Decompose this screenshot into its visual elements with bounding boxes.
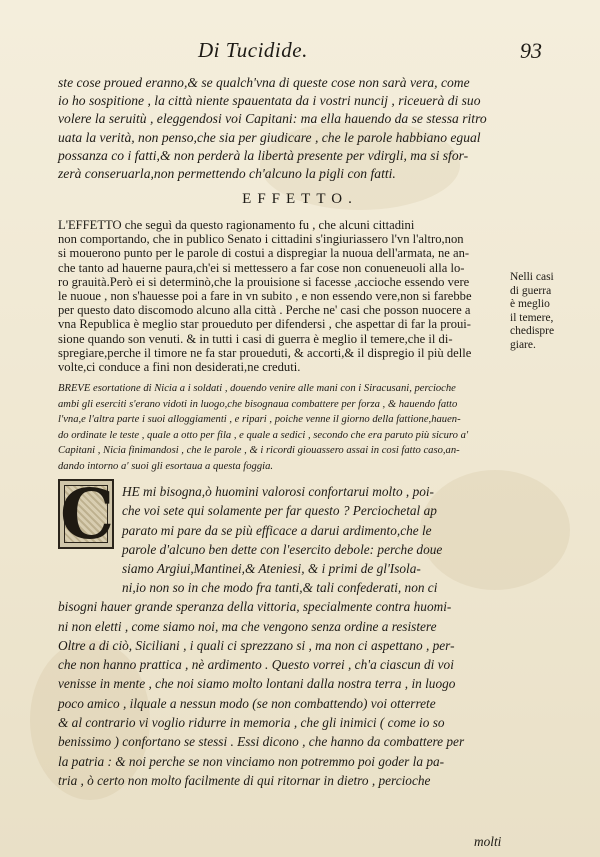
- text-line: siamo Argiui,Mantinei,& Ateniesi, & i primi de gl'Isola-: [122, 561, 421, 577]
- text-line: do ordinate le teste , quale a otto per fila , e quale a sedici , secondo che era paruto più sicuro a': [58, 429, 469, 441]
- intro-paragraph: [58, 74, 487, 183]
- text-line: parato mi pare da se più efficace a darui ardimento,che le: [122, 522, 432, 538]
- text-line: bisogni hauer grande speranza della vittoria, specialmente contra huomi-: [58, 599, 452, 615]
- effetto-paragraph: [58, 218, 503, 374]
- text-line: possanza co i fatti,& non perderà la libertà presente per vdirgli, ma si sfor-: [58, 147, 469, 163]
- section-heading: EFFETTO.: [242, 191, 358, 207]
- marginal-note: [510, 271, 554, 353]
- text-line: poco amico , ilquale a nessun modo (se non combattendo) voi otterrete: [58, 695, 436, 711]
- text-line: Capitani , Nicia finimandosi , che le parole , & i ricordi giouassero assai in cosi fatto caso,an-: [58, 445, 460, 457]
- text-line: tria , ò certo non molto facilmente di qui ritornar in dietro , percioche: [58, 772, 431, 788]
- text-line: che tanto ad hauerne paura,ch'ei si mettessero a far cose non conueneuoli alla lo-: [58, 260, 465, 275]
- text-line: si mouerono punto per le parole di costui a dispregiar la nuoua dell'armata, ne an-: [58, 246, 470, 261]
- margin-note-line: Nelli casi: [510, 271, 554, 283]
- text-line: non comportando, che in publico Senato i cittadini s'ingiuriassero l'vn l'altro,non: [58, 232, 464, 247]
- text-line: l'vna,e l'altra parte i suoi alloggiamenti , e ripari , poiche venne il giorno della fattione,hauen-: [58, 414, 461, 426]
- text-line: per questo dato discomodo alcuno alla città . Perche ne' casi che posson nuocere a: [58, 303, 471, 318]
- text-line: & al contrario vi voglio ridurre in memoria , che gli inimici ( come io so: [58, 715, 445, 731]
- decorated-initial: [58, 475, 115, 555]
- text-line: che voi sete qui solamente per far questo ? Perciochetal ap: [122, 503, 437, 519]
- margin-note-line: è meglio: [510, 298, 550, 311]
- text-line: L'EFFETTO che seguì da questo ragionamento fu , che alcuni cittadini: [58, 218, 415, 232]
- speech-opening: [122, 482, 442, 578]
- text-line: zerà conseruarla,non permettendo ch'alcuno la pigli con fatti.: [58, 166, 396, 182]
- text-line: vna Republica è meglio star proueduto per difendersi , che aspettar di far la proui-: [58, 317, 471, 332]
- text-line: ro grauità.Però ei si determinò,che la prouisione si facesse ,accioche essendo vere: [58, 274, 470, 289]
- page-header: [0, 38, 600, 68]
- initial-letter: C: [60, 475, 115, 555]
- text-line: benissimo ) confortano se stessi . Essi dicono , che hanno da combattere per: [58, 734, 465, 750]
- speech-body: [58, 578, 464, 790]
- page-number: 93: [520, 38, 542, 63]
- text-line: dando intorno a' suoi gli esortaua a questa foggia.: [58, 460, 274, 472]
- text-line: ni non eletti , come siamo noi, ma che vengono senza ordine a resistere: [58, 618, 437, 634]
- text-line: Oltre a di ciò, Siciliani , i quali ci sprezzano si , ma non ci aspettano , per-: [58, 637, 455, 653]
- text-line: sione quando son venuti. & in tutti i casi di guerra è meglio il temere,che il di-: [58, 331, 453, 346]
- text-line: la patria : & noi perche se non vinciamo non potremmo poi goder la pa-: [58, 753, 445, 769]
- text-line: ni,io non so in che modo fra tanti,& tali confederati, non ci: [122, 580, 438, 595]
- text-line: le nuoue , non s'hauesse poi a fare in vn subito , e non essendo vere,non si farebbe: [58, 289, 472, 304]
- text-line: ste cose proued eranno,& se qualch'vna di queste cose non sarà vera, come: [58, 75, 470, 90]
- catchword: molti: [474, 834, 502, 849]
- text-line: parole d'alcuno ben dette con l'esercito debole: perche doue: [122, 541, 443, 557]
- margin-note-line: chedispre: [510, 325, 555, 338]
- argument-summary: [58, 381, 468, 475]
- text-line: volte,ci conduce a fini non desiderati,ne creduti.: [58, 360, 301, 375]
- margin-note-line: il temere,: [510, 311, 554, 324]
- text-line: io ho sospitione , la città niente spauentata da i vostri nuncij , riceuerà di suo: [58, 93, 481, 109]
- text-line: venisse in mente , che noi siamo molto lontani dalla nostra terra , in luogo: [58, 676, 456, 692]
- margin-note-line: giare.: [510, 338, 536, 351]
- text-line: uata la verità, non penso,che sia per giudicare , che le parole habbiano egual: [58, 129, 481, 145]
- text-line: HE mi bisogna,ò huomini valorosi confortarui molto , poi-: [122, 484, 434, 499]
- text-line: BREVE esortatione di Nicia a i soldati , douendo venire alle mani con i Siracusani, percioche: [58, 383, 456, 394]
- text-line: volere la seruitù , eleggendosi voi Capitani: ma ella hauendo da se stessa ritro: [58, 111, 487, 127]
- margin-note-line: di guerra: [510, 284, 552, 297]
- text-line: spregiare,perche il timore ne fa star proueduti, & accorti,& il dispregio il più delle: [58, 345, 472, 360]
- text-line: che non hanno prattica , nè ardimento . Questo vorrei , ch'a ciascun di voi: [58, 657, 454, 673]
- text-line: ambi gli eserciti s'erano vidoti in luogo,che bisognaua combattere per forza , & hauendo fatto: [58, 398, 458, 410]
- running-title: Di Tucidide.: [198, 38, 308, 62]
